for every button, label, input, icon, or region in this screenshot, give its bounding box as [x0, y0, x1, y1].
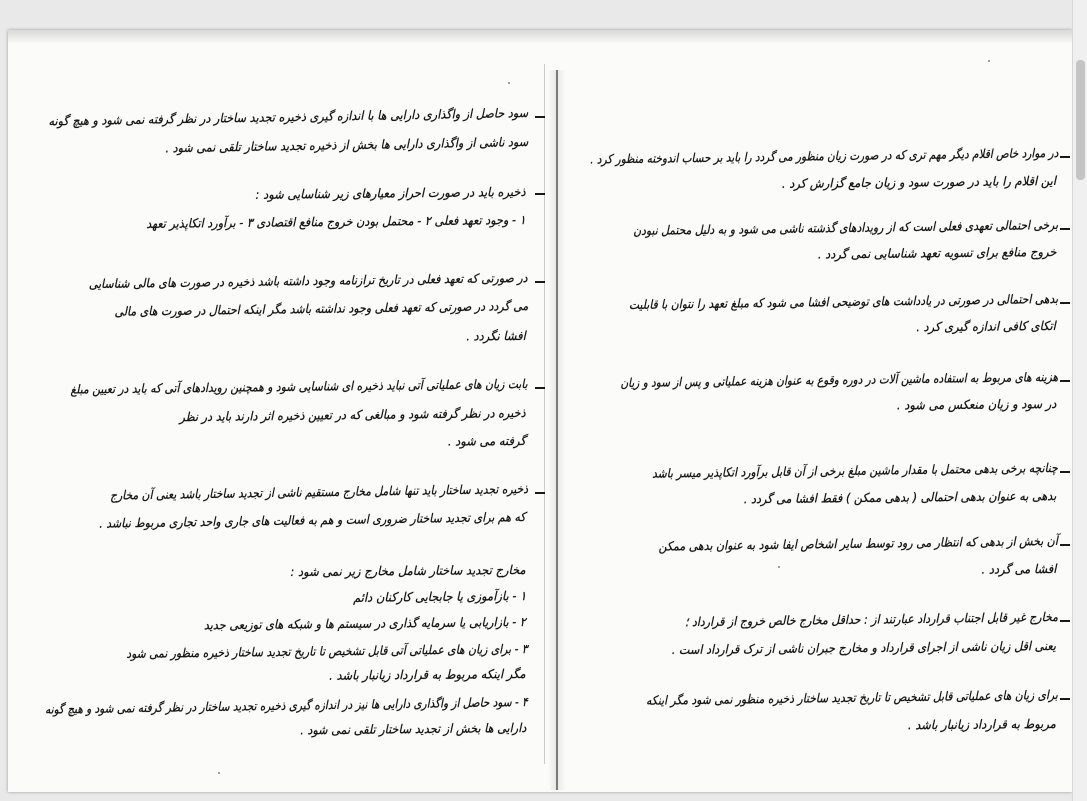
text-line: افشا می گردد . [981, 561, 1057, 577]
text-line: در موارد خاص اقلام دیگر مهم تری که در صورت زیان منظور می گردد را باید بر حساب اندوخته منظور کرد . [589, 145, 1059, 167]
bullet-dash [1060, 380, 1070, 382]
text-line: آن بخش از بدهی که انتظار می رود توسط سایر اشخاص ایفا شود به عنوان بدهی ممکن [658, 533, 1059, 554]
text-line: برای زیان های عملیاتی قابل تشخیص تا تاریخ تجدید ساختار ذخیره منظور نمی شود مگر اینکه [646, 687, 1059, 708]
scan-speck [218, 772, 220, 774]
text-line: افشا نگردد . [466, 328, 527, 344]
bullet-dash [535, 492, 545, 494]
text-line: مخارج غیر قابل اجتناب قرارداد عبارتند از : حداقل مخارج خالص خروج از قرارداد ؛ [684, 609, 1059, 630]
text-line: ۲ - بازاریابی یا سرمایه گذاری در سیستم ها و شبکه های توزیعی جدید [203, 614, 527, 633]
scan-speck [988, 60, 990, 62]
text-line: خروج منافع برای تسویه تعهد شناسایی نمی گردد . [817, 244, 1057, 262]
text-line: ۱ - بازآموزی یا جابجایی کارکنان دائم [352, 588, 527, 605]
text-line: بابت زیان های عملیاتی آتی نباید ذخیره ای شناسایی شود و همچنین رویدادهای آتی که باید در تعیین مبلغ [70, 376, 529, 397]
bullet-dash [1060, 544, 1070, 546]
text-line: مخارج تجدید ساختار شامل مخارج زیر نمی شود : [290, 562, 527, 580]
text-line: مربوط به قرارداد زیانبار باشد . [907, 716, 1057, 733]
text-line: می گردد در صورتی که تعهد فعلی وجود نداشته باشد مگر اینکه احتمال در صورت های مالی [114, 298, 529, 319]
left-margin-rule [544, 64, 545, 764]
text-line: این اقلام را باید در صورت سود و زیان جامع گزارش کرد . [781, 173, 1057, 191]
text-line: ۳ - برای زیان های عملیاتی آتی قابل تشخیص تا تاریخ تجدید ساختار ذخیره منظور نمی شود [126, 641, 529, 661]
text-line: سود ناشی از واگذاری دارایی ها بخش از ذخیره تجدید ساختار تلقی نمی شود . [165, 134, 529, 156]
bullet-dash [535, 193, 545, 195]
text-line: در صورتی که تعهد فعلی در تاریخ ترازنامه وجود داشته باشد ذخیره در صورت های مالی شناسایی [89, 270, 529, 292]
text-line: مگر اینکه مربوط به قرارداد زیانبار باشد . [329, 666, 527, 683]
vertical-scrollbar[interactable] [1072, 0, 1087, 801]
page-fold-line [556, 70, 558, 790]
text-line: گرفته می شود . [447, 433, 527, 449]
text-line: در سود و زیان منعکس می شود . [896, 396, 1057, 413]
scanned-page [8, 30, 1072, 792]
text-line: سود حاصل از واگذاری دارایی ها با اندازه گیری ذخیره تجدید ساختار در نظر گرفته نمی شود و هیچ گونه [48, 105, 529, 129]
bullet-dash [1060, 156, 1070, 158]
bullet-dash [535, 116, 545, 118]
text-line: ذخیره در نظر گرفته شود و مبالغی که در تعیین ذخیره اثر دارند باید در نظر [179, 405, 527, 425]
text-line: بدهی به عنوان بدهی احتمالی ( بدهی ممکن ) فقط افشا می گردد . [743, 488, 1057, 507]
bullet-dash [1060, 698, 1070, 700]
left-column [8, 30, 548, 792]
bullet-dash [535, 387, 545, 389]
text-line: هزینه های مربوط به استفاده ماشین آلات در دوره وقوع به عنوان هزینه عملیاتی و پس از سود و زیان [620, 369, 1059, 391]
text-line: ذخیره تجدید ساختار باید تنها شامل مخارج مستقیم ناشی از تجدید ساختار باشد یعنی آن مخارج [109, 481, 529, 503]
scan-speck [508, 82, 510, 84]
text-line: ۱ - وجود تعهد فعلی ۲ - محتمل بودن خروج منافع اقتصادی ۳ - برآورد اتکاپذیر تعهد [146, 212, 527, 231]
text-line: دارایی ها بخش از تجدید ساختار تلقی نمی شود . [299, 720, 527, 738]
text-line: برخی احتمالی تعهدی فعلی است که از رویدادهای گذشته ناشی می شود و به دلیل محتمل نبودن [633, 217, 1059, 238]
right-column [564, 30, 1072, 792]
text-line: بدهی احتمالی در صورتی در یادداشت های توضیحی افشا می شود که مبلغ تعهد را نتوان با قابلیت [628, 291, 1059, 312]
scrollbar-handle[interactable] [1076, 60, 1085, 180]
bullet-dash [1060, 302, 1070, 304]
text-line: اتکای کافی اندازه گیری کرد . [916, 318, 1057, 335]
text-line: یعنی اقل زیان ناشی از اجرای قرارداد و مخارج جبران ناشی از ترک قرارداد است . [671, 638, 1057, 658]
bullet-dash [1060, 471, 1070, 473]
bullet-dash [1060, 228, 1070, 230]
scan-speck [778, 566, 780, 568]
bullet-dash [1060, 620, 1070, 622]
text-line: ذخیره باید در صورت احراز معیارهای زیر شناسایی شود : [255, 184, 527, 202]
text-line: چنانچه برخی بدهی محتمل با مقدار ماشین مبلغ برخی از آن قابل برآورد اتکاپذیر میسر باشد [652, 460, 1059, 481]
text-line: که هم برای تجدید ساختار ضروری است و هم به فعالیت های جاری واحد تجاری مربوط نباشد . [99, 509, 527, 531]
text-line: ۴ - سود حاصل از واگذاری دارایی ها نیز در اندازه گیری ذخیره تجدید ساختار در نظر گرفته نمی شود و هیچ گونه [45, 694, 529, 717]
bullet-dash [535, 281, 545, 283]
